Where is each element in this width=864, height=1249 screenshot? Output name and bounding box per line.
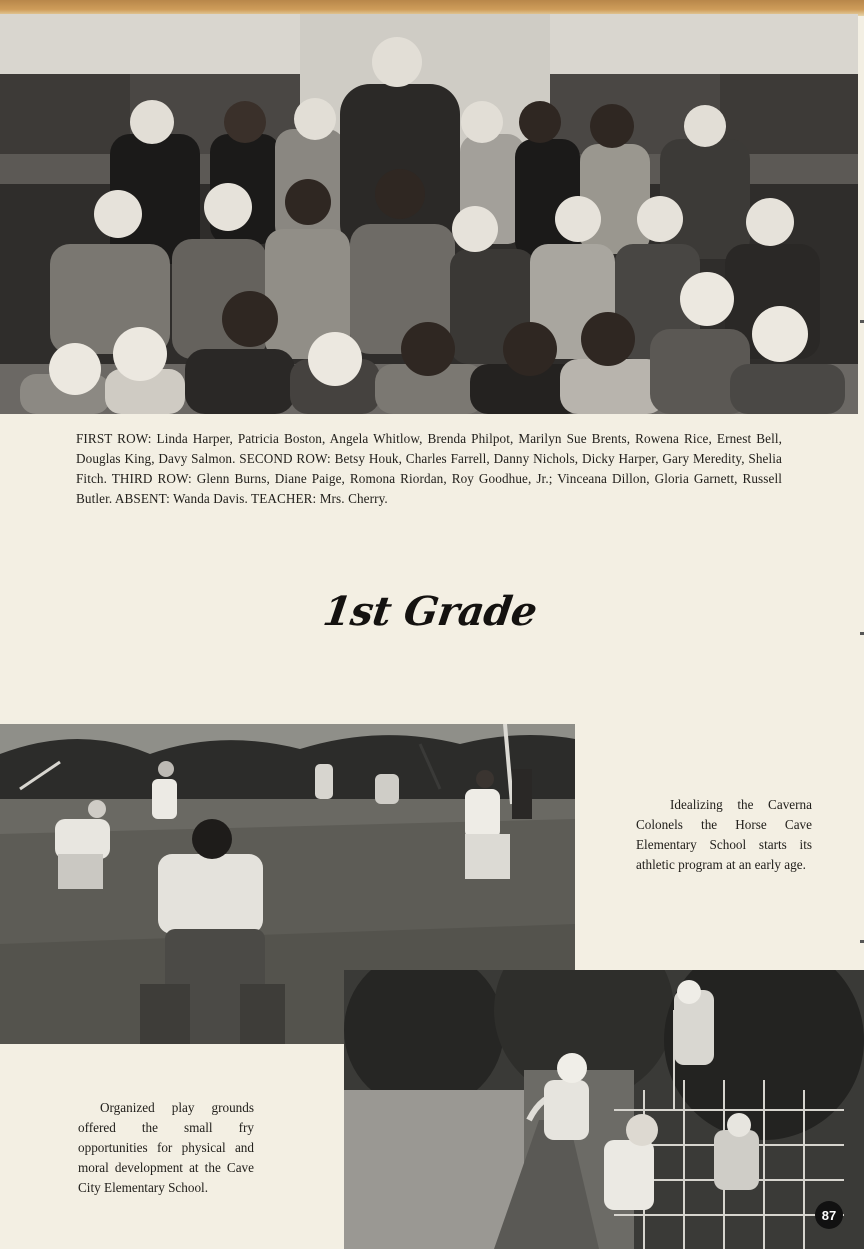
page-edge-mark — [860, 320, 864, 323]
section-title: 1st Grade — [320, 588, 540, 635]
page-edge-mark — [860, 632, 864, 635]
playground-photo — [344, 970, 864, 1249]
class-photo-caption: FIRST ROW: Linda Harper, Patricia Boston, Angela Whitlow, Brenda Philpot, Marilyn Sue Brents, Rowena Rice, Ernest Bell, Douglas King, Davy Salmon. SECOND ROW: Betsy Houk, Charles Farrell, Danny Nichols, Dicky Harper, Gary Meredity, Shelia Fitch. THIRD ROW: Glenn Burns, Diane Paige, Romona Riordan, Roy Goodhue, Jr.; Vinceana Dillon, Gloria Garnett, Russell Butler. ABSENT: Wanda Davis. TEACHER: Mrs. Cherry. — [76, 431, 782, 506]
page-edge-mark — [860, 940, 864, 943]
class-group-photo-image — [0, 14, 858, 414]
page-number-badge: 87 — [815, 1201, 843, 1229]
class-group-photo — [0, 14, 858, 414]
playground-photo-image — [344, 970, 864, 1249]
baseball-photo-caption: Idealizing the Caverna Colonels the Horse Cave Elementary School starts its athletic program at an early age. — [636, 797, 812, 872]
playground-photo-caption: Organized play grounds offered the small fry opportunities for physical and moral development at the Cave City Elementary School. — [78, 1100, 254, 1195]
